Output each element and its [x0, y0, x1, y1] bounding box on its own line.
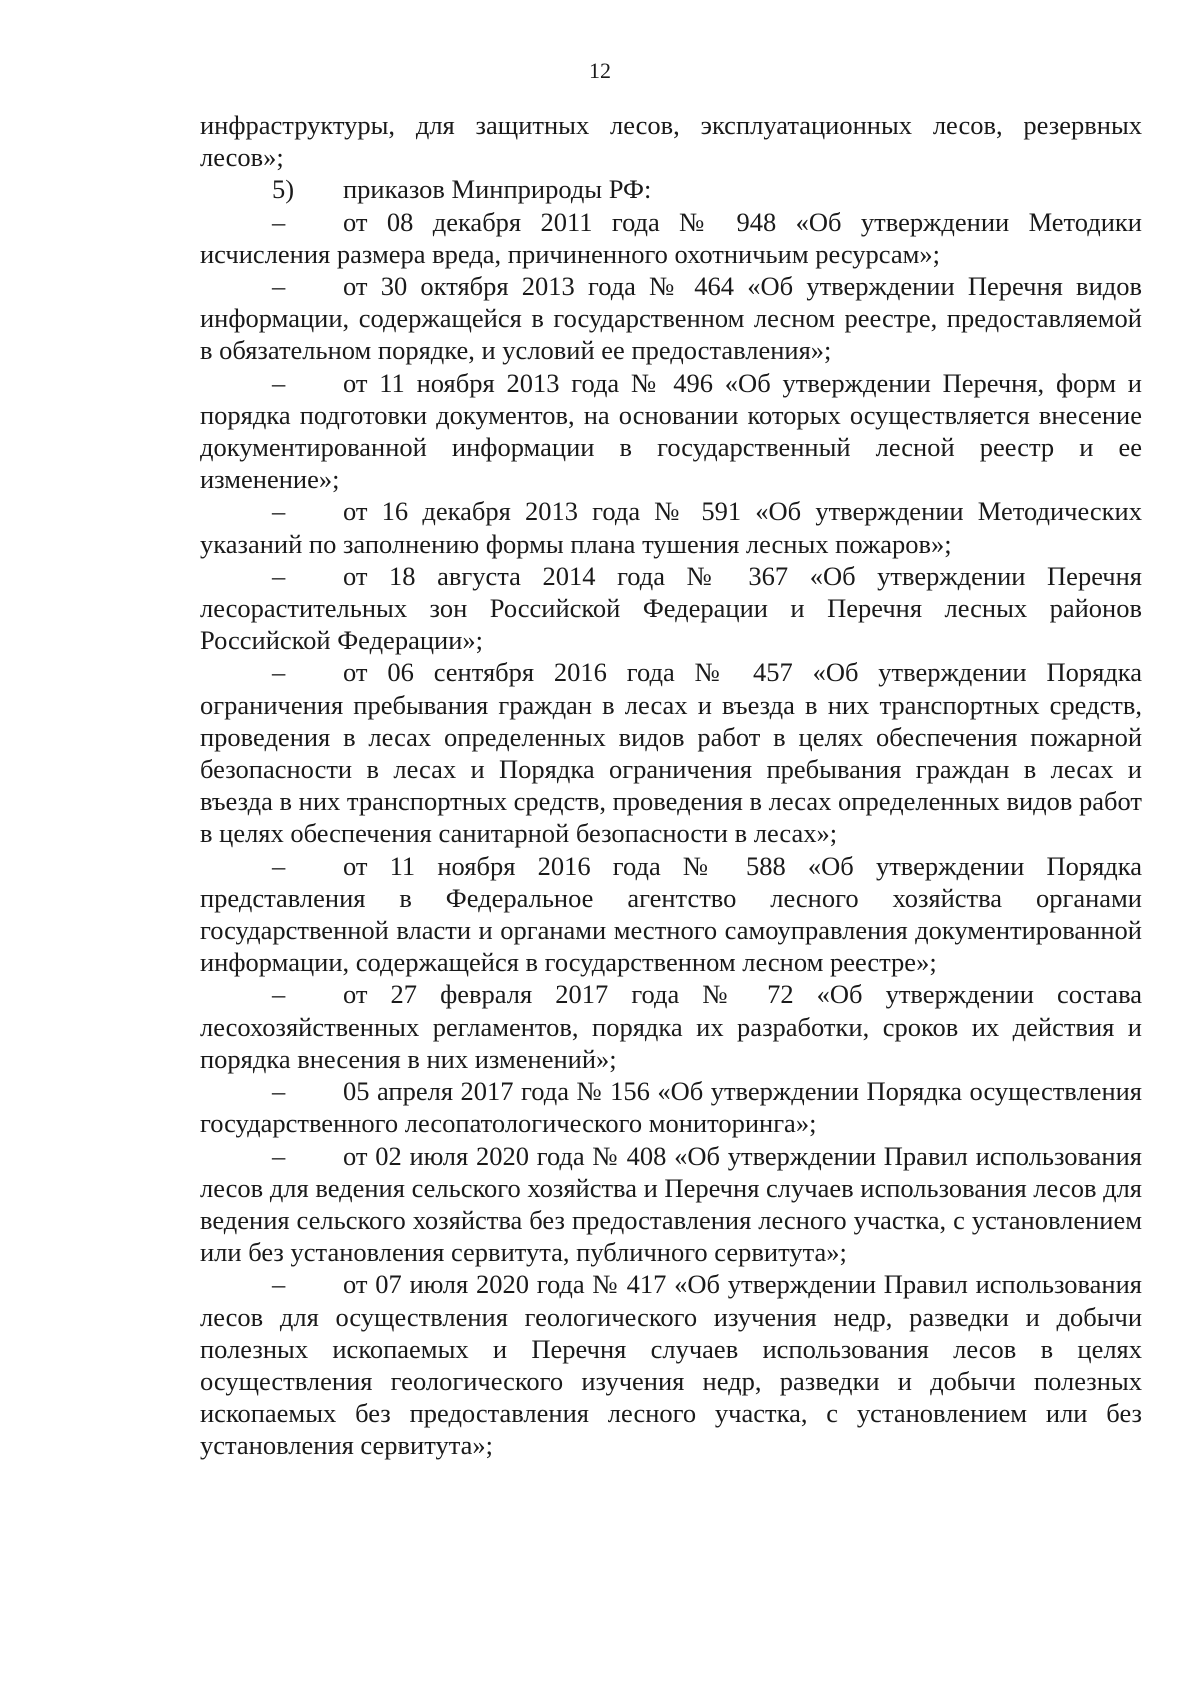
list-item-dash	[200, 1140, 1142, 1269]
list-item-dash	[200, 206, 1142, 270]
list-item-text: от 08 декабря 2011 года № 948 «Об утверждении Методики исчисления размера вреда, причиненного охотничьим ресурсам»;	[200, 206, 1142, 269]
list-item-text: от 16 декабря 2013 года № 591 «Об утверждении Методических указаний по заполнению формы плана тушения лесных пожаров»;	[200, 496, 1142, 559]
list-item-text: от 11 ноября 2016 года № 588 «Об утверждении Порядка представления в Федеральное агентство лесного хозяйства органами государственной власти и органами местного самоуправления документированной информации, содержащейся в государственном лесном реестре»;	[200, 850, 1142, 978]
dash-marker: –	[272, 979, 286, 1010]
list-item-dash	[200, 495, 1142, 559]
list-item-dash	[200, 978, 1142, 1075]
list-item-text: приказов Минприроды РФ:	[343, 174, 652, 205]
dash-marker: –	[272, 496, 286, 527]
dash-marker: –	[272, 850, 286, 881]
paragraph-text: инфраструктуры, для защитных лесов, эксплуатационных лесов, резервных лесов»;	[200, 110, 1142, 173]
dash-marker: –	[272, 206, 286, 237]
list-item-dash	[200, 1075, 1142, 1139]
list-item-text: от 18 августа 2014 года № 367 «Об утверждении Перечня лесорастительных зон Российской Федерации и Перечня лесных районов Российской Федерации»;	[200, 560, 1142, 656]
paragraph-continuation	[200, 109, 1142, 173]
list-item-dash	[200, 850, 1142, 979]
dash-marker: –	[272, 657, 286, 688]
dash-marker: –	[272, 1140, 286, 1171]
dash-marker: –	[272, 1076, 286, 1107]
list-item-text: от 06 сентября 2016 года № 457 «Об утверждении Порядка ограничения пребывания граждан в лесах и въезда в них транспортных средств, проведения в лесах определенных видов работ в целях обеспечения пожарной безопасности в лесах и Порядка ограничения пребывания граждан в лесах и въезда в них транспортных средств, проведения в лесах определенных видов работ в целях обеспечения санитарной безопасности в лесах»;	[200, 657, 1142, 849]
list-item-dash	[200, 270, 1142, 367]
list-item-dash	[200, 1268, 1142, 1461]
list-item-dash	[200, 367, 1142, 496]
list-item-text: от 02 июля 2020 года № 408 «Об утверждении Правил использования лесов для ведения сельского хозяйства и Перечня случаев использования лесов для ведения сельского хозяйства без предоставления лесного участка, с установлением или без установления сервитута, публичного сервитута»;	[200, 1140, 1142, 1268]
dash-marker: –	[272, 271, 286, 302]
dash-marker: –	[272, 1269, 286, 1300]
list-item-numbered	[200, 173, 1142, 205]
list-number: 5)	[272, 174, 295, 205]
list-item-text: 05 апреля 2017 года № 156 «Об утверждении Порядка осуществления государственного лесопатологического мониторинга»;	[200, 1076, 1142, 1139]
list-item-text: от 07 июля 2020 года № 417 «Об утверждении Правил использования лесов для осуществления геологического изучения недр, разведки и добычи полезных ископаемых и Перечня случаев использования лесов в целях осуществления геологического изучения недр, разведки и добычи полезных ископаемых без предоставления лесного участка, с установлением или без установления сервитута»;	[200, 1269, 1142, 1461]
list-item-text: от 11 ноября 2013 года № 496 «Об утверждении Перечня, форм и порядка подготовки документов, на основании которых осуществляется внесение документированной информации в государственный лесной реестр и ее изменение»;	[200, 367, 1142, 495]
dash-marker: –	[272, 367, 286, 398]
dash-marker: –	[272, 560, 286, 591]
list-item-dash	[200, 560, 1142, 657]
list-item-text: от 27 февраля 2017 года № 72 «Об утверждении состава лесохозяйственных регламентов, порядка их разработки, сроков их действия и порядка внесения в них изменений»;	[200, 979, 1142, 1074]
list-item-dash	[200, 656, 1142, 849]
document-body	[200, 109, 1142, 1462]
page-number: 12	[589, 58, 611, 83]
list-item-text: от 30 октября 2013 года № 464 «Об утверждении Перечня видов информации, содержащейся в государственном лесном реестре, предоставляемой в обязательном порядке, и условий ее предоставления»;	[200, 271, 1142, 366]
